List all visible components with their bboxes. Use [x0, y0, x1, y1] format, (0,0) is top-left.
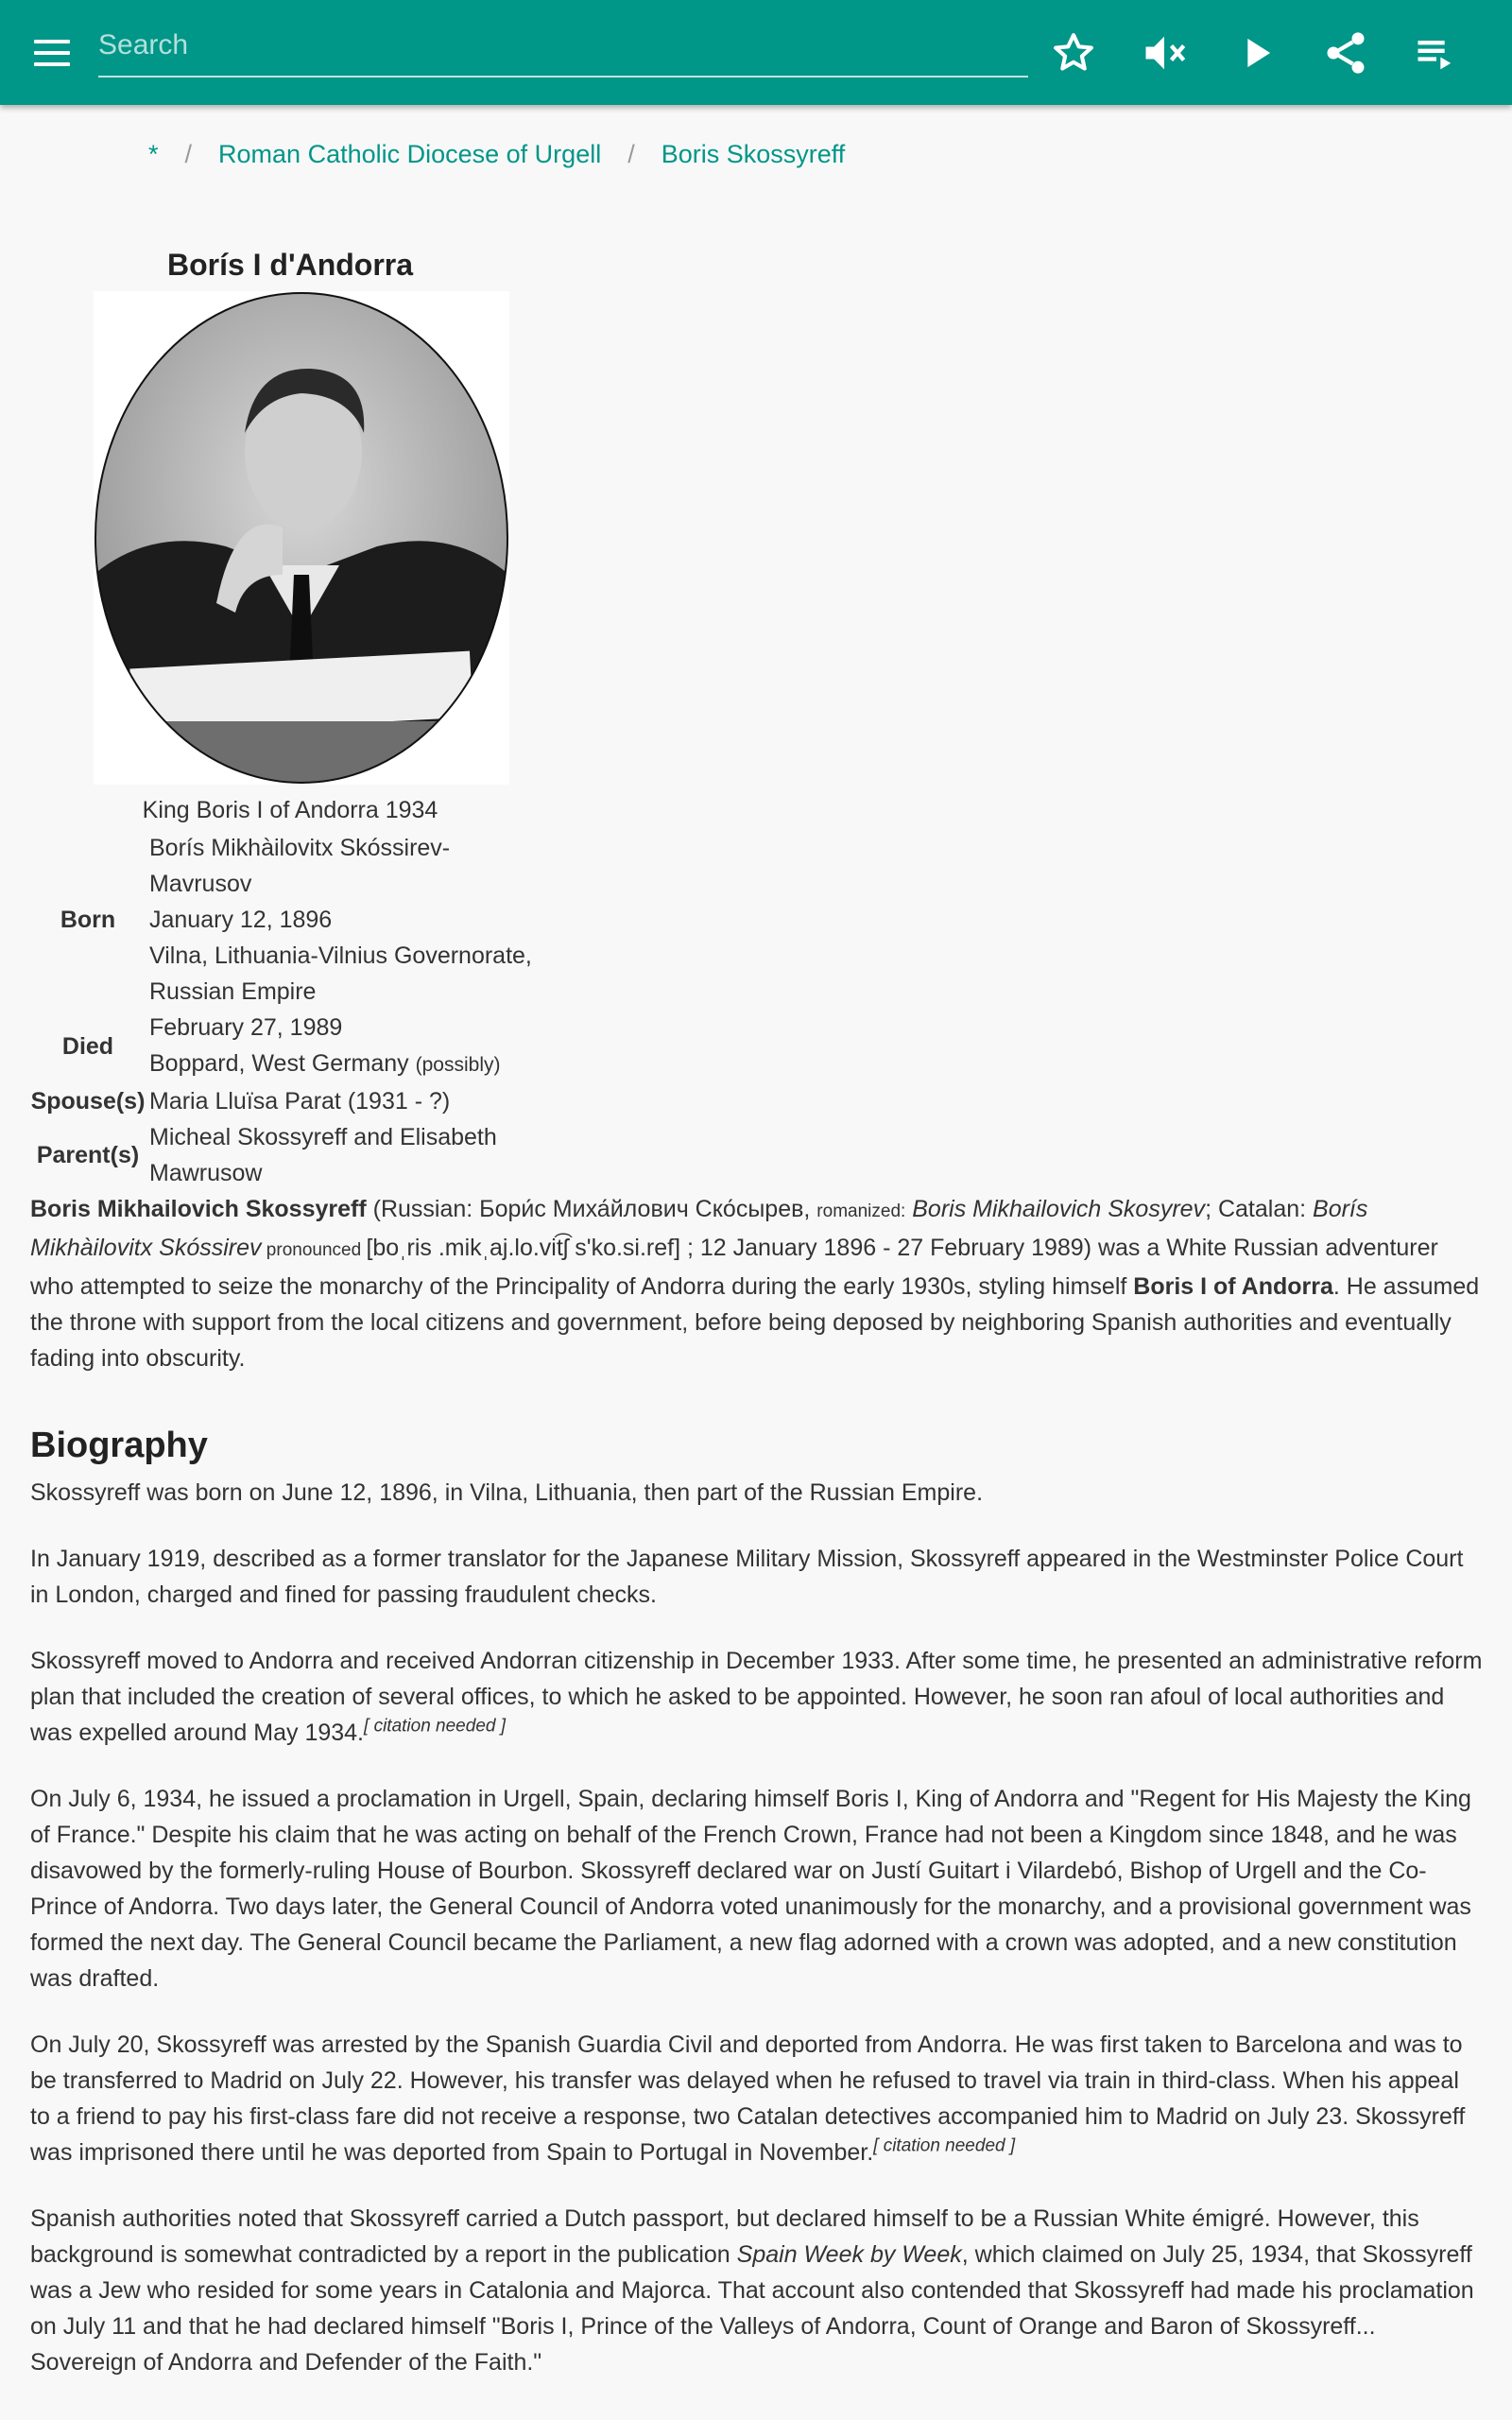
died-note: (possibly) — [415, 1054, 501, 1076]
paragraph-text: , which claimed on July 25, 1934, that Skossyreff was a Jew who resided for some years in Catalonia and Majorca. That account also contended that Skossyreff had made his proclamation on July 11 and that he had declared himself "Boris I, Prince of the Valleys of Andorra, Count of Orange and Baron of Skossyreff... Sovereign of Andorra and Defender of the Faith." — [30, 2241, 1474, 2376]
infobox — [30, 246, 550, 1191]
section-heading-biography: Biography — [30, 1426, 208, 1465]
infobox-row-parents — [30, 1119, 550, 1191]
subject-name: Boris Mikhailovich Skossyreff — [30, 1196, 367, 1222]
born-date: January 12, 1896 — [149, 907, 333, 933]
paragraph-text: Skossyreff moved to Andorra and received Andorran citizenship in December 1933. After some time, he presented an administrative reform plan that included the creation of several offices, to which he asked to be appointed. However, he soon ran afoul of local authorities and was expelled around May 1934. — [30, 1648, 1483, 1746]
died-place: Boppard, West Germany — [149, 1050, 409, 1077]
died-date: February 27, 1989 — [149, 1014, 343, 1041]
lead-text: ; Catalan: — [1205, 1196, 1314, 1222]
top-app-bar — [0, 0, 1512, 105]
infobox-row-spouse — [30, 1083, 550, 1119]
paragraph-text: On July 20, Skossyreff was arrested by the Spanish Guardia Civil and deported from Andorra. He was first taken to Barcelona and was to be transferred to Madrid on July 22. However, his transfer was delayed when he refused to travel via train in third-class. When his appeal to a friend to pay his first-class fare did not receive a response, two Catalan detectives accompanied him to Madrid on July 23. Skossyreff was imprisoned there until he was deported from Spain to Portugal in November. — [30, 2031, 1466, 2166]
breadcrumb-separator: / — [627, 140, 635, 168]
born-label: Born — [60, 907, 116, 933]
spouse-value: Maria Lluïsa Parat (1931 - ?) — [149, 1088, 451, 1115]
born-place: Vilna, Lithuania-Vilnius Governorate, Russian Empire — [149, 942, 532, 1005]
article-content — [30, 236, 1484, 2411]
play-icon[interactable] — [1231, 28, 1280, 78]
paragraph: On July 6, 1934, he issued a proclamation in Urgell, Spain, declaring himself Boris I, King of Andorra and "Regent for His Majesty the King of France." Despite his claim that he was acting on behalf of the French Crown, France had not been a Kingdom since 1848, and he was disavowed by the formerly-ruling House of Bourbon. Skossyreff declared war on Justí Guitart i Vilardebó, Bishop of Urgell and the Co-Prince of Andorra. Two days later, the General Council of Andorra voted unanimously for the monarchy, and a provisional government was formed the next day. The General Council became the Parliament, a new flag adorned with a crown was adopted, and a new constitution was drafted. — [30, 1786, 1471, 1992]
list-icon[interactable] — [1412, 28, 1461, 78]
spouse-label: Spouse(s) — [30, 1088, 146, 1115]
infobox-table — [30, 830, 550, 1191]
infobox-row-born — [30, 830, 550, 1010]
portrait-image[interactable] — [94, 291, 509, 785]
citation-needed-link[interactable]: [ citation needed ] — [873, 2135, 1016, 2156]
pronounced-label: pronounced — [261, 1240, 367, 1260]
born-name: Borís Mikhàilovitx Skóssirev-Mavrusov — [149, 835, 451, 897]
menu-icon[interactable] — [31, 36, 73, 70]
lead-text: (Russian: Бори́с Миха́йлович Ско́сырев, — [366, 1196, 817, 1222]
lead-paragraph — [30, 1191, 1484, 1376]
romanized-label: romanized: — [816, 1201, 906, 1221]
ipa-pronunciation: [boˌris .mikˌaj.lo.vit͡ʃ s'ko.si.ref] — [366, 1235, 681, 1261]
parents-value: Micheal Skossyreff and Elisabeth Mawrusow — [149, 1124, 497, 1186]
paragraph-text: Spanish authorities noted that Skossyreff carried a Dutch passport, but declared himself to be a Russian White émigré. However, this background is somewhat contradicted by a report in the publication — [30, 2205, 1419, 2268]
paragraph: Skossyreff was born on June 12, 1896, in Vilna, Lithuania, then part of the Russian Empire. — [30, 1479, 984, 1506]
paragraph — [30, 2027, 1484, 2170]
died-label: Died — [61, 1033, 114, 1060]
breadcrumb-home[interactable]: * — [148, 140, 159, 168]
breadcrumb-separator: / — [184, 140, 193, 168]
breadcrumb — [148, 140, 845, 169]
publication-title: Spain Week by Week — [736, 2241, 962, 2268]
volume-off-icon[interactable] — [1140, 28, 1189, 78]
paragraph — [30, 2201, 1484, 2380]
infobox-title: Borís I d'Andorra — [166, 248, 414, 282]
bottom-edge — [0, 2401, 1512, 2420]
share-icon[interactable] — [1321, 28, 1370, 78]
search-box — [98, 23, 1028, 78]
lead-text: ; 12 January 1896 - 27 February 1989) was a White Russian adventurer who attempted to seize the monarchy of the Principality of Andorra during the early 1930s, styling himself — [30, 1235, 1438, 1300]
search-input[interactable] — [98, 23, 1024, 68]
image-caption: King Boris I of Andorra 1934 — [142, 797, 438, 823]
citation-needed-link[interactable]: [ citation needed ] — [364, 1716, 507, 1737]
paragraph — [30, 1643, 1484, 1751]
infobox-row-died — [30, 1010, 550, 1083]
breadcrumb-current[interactable]: Boris Skossyreff — [661, 140, 846, 168]
catalan-name: Borís Mikhàilovitx Skóssirev — [30, 1196, 1368, 1261]
styled-title: Boris I of Andorra — [1133, 1273, 1333, 1300]
romanized-name: Boris Mikhailovich Skosyrev — [905, 1196, 1206, 1222]
lead-text: . He assumed the throne with support from the local citizens and government, before being deposed by neighboring Spanish authorities and eventually fading into obscurity. — [30, 1273, 1480, 1372]
parents-label: Parent(s) — [36, 1142, 140, 1168]
paragraph: In January 1919, described as a former translator for the Japanese Military Mission, Skossyreff appeared in the Westminster Police Court in London, charged and fined for passing fraudulent checks. — [30, 1546, 1464, 1608]
star-outline-icon[interactable] — [1049, 28, 1098, 78]
breadcrumb-diocese[interactable]: Roman Catholic Diocese of Urgell — [218, 140, 602, 168]
